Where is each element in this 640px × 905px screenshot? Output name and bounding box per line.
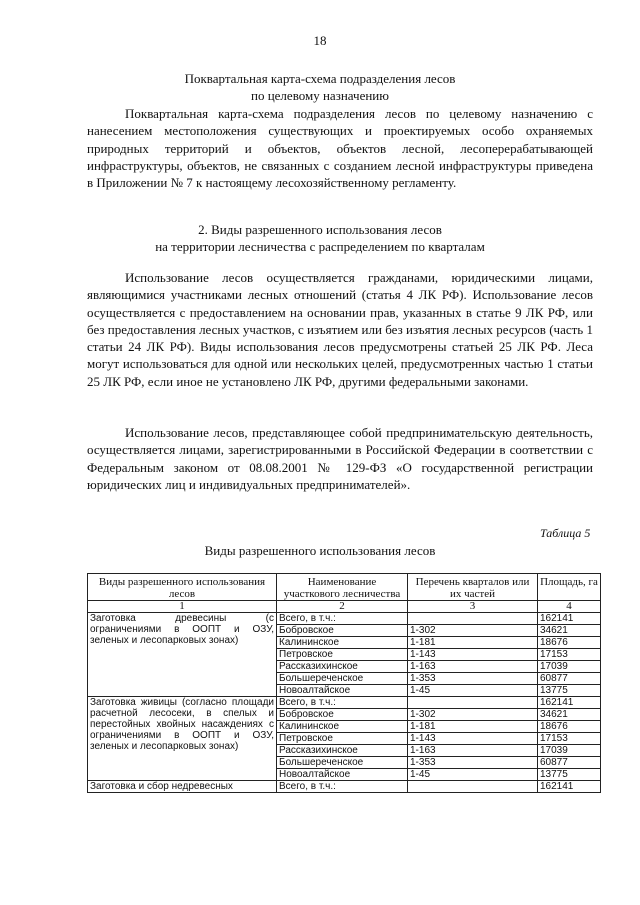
area-value: 162141: [538, 613, 600, 625]
forestry-name: Бобровское: [277, 625, 407, 637]
quarters-range: 1-181: [408, 721, 537, 733]
area-value: 34621: [538, 625, 600, 637]
area-cell: [538, 781, 601, 793]
quarters-range: 1-302: [408, 625, 537, 637]
quarters-range: 1-353: [408, 673, 537, 685]
quarters-range: 1-302: [408, 709, 537, 721]
usage-type-cell: Заготовка древесины (с ограничениями в ООПТ и ОЗУ, зеленых и лесопарковых зонах): [88, 613, 277, 697]
area-value: 17039: [538, 661, 600, 673]
forestry-name: Рассказихинское: [277, 745, 407, 757]
column-number: 2: [277, 601, 408, 613]
forestry-name: Калининское: [277, 637, 407, 649]
section1-title: [60, 70, 580, 104]
forestry-name-cell: [277, 781, 408, 793]
area-value: 34621: [538, 709, 600, 721]
table-row: [88, 613, 601, 697]
section1-paragraph-text: Поквартальная карта-схема подразделения лесов по целевому назначению с нанесением местоположения существующих и проектируемых особо охраняемых природных территорий и объектов, объектов лесной, лесоперерабатывающей инфраструктуры, объектов, не связанных с созданием лесной инфраструктуры приведена в Приложении № 7 к настоящему лесохозяйственному регламенту.: [87, 106, 593, 191]
area-value: 18676: [538, 721, 600, 733]
forestry-name: Большереченское: [277, 757, 407, 769]
section2-title-line2: на территории лесничества с распределением по кварталам: [155, 239, 485, 254]
section2-paragraph2: [87, 424, 593, 493]
quarters-range: 1-163: [408, 745, 537, 757]
quarters-cell: [408, 613, 538, 697]
forestry-name: Рассказихинское: [277, 661, 407, 673]
area-value: 17153: [538, 649, 600, 661]
table-row: [88, 697, 601, 781]
usage-table: [87, 573, 601, 793]
quarters-range: 1-181: [408, 637, 537, 649]
forestry-name: Всего, в т.ч.:: [279, 781, 336, 792]
area-value: 162141: [540, 781, 574, 792]
forestry-name: Бобровское: [277, 709, 407, 721]
header-quarters: Перечень кварталов или их частей: [408, 574, 538, 601]
table-body: [88, 613, 601, 793]
area-cell: [538, 697, 601, 781]
section2-paragraph2-text: Использование лесов, представляющее собой предпринимательскую деятельность, осуществляется лицами, зарегистрированными в Российской Федерации в соответствии с Федеральным законом от 08.08.2001 № 129-ФЗ «О государственной регистрации юридических лиц и индивидуальных предпринимателей».: [87, 425, 593, 492]
header-area: Площадь, га: [538, 574, 601, 601]
section2-paragraph1: [87, 269, 593, 390]
forestry-name: Всего, в т.ч.:: [277, 613, 407, 625]
table-header-row: [88, 574, 601, 601]
quarters-range: 1-143: [408, 649, 537, 661]
forestry-name: Петровское: [277, 649, 407, 661]
section1-paragraph: [87, 105, 593, 191]
section1-title-line1: Поквартальная карта-схема подразделения лесов: [184, 71, 456, 86]
area-value: 13775: [540, 685, 568, 696]
forestry-name: Большереченское: [277, 673, 407, 685]
page-number: 18: [313, 33, 327, 48]
area-value: 60877: [538, 673, 600, 685]
area-cell: [538, 613, 601, 697]
quarters-range: 1-353: [408, 757, 537, 769]
section2-paragraph1-text: Использование лесов осуществляется гражданами, юридическими лицами, являющимися участниками лесных отношений (статья 4 ЛК РФ). Использование лесов осуществляется с предоставлением на основании прав, указанных в статье 9 ЛК РФ, или без предоставления лесных участков, с изъятием или без изъятия лесных ресурсов (часть 1 статьи 24 ЛК РФ). Виды использования лесов предусмотрены статьей 25 ЛК РФ. Леса могут использоваться для одной или нескольких целей, предусмотренных частью 1 статьи 25 ЛК РФ, если иное не установлено ЛК РФ, другими федеральными законами.: [87, 270, 593, 389]
quarters-range: 1-143: [408, 733, 537, 745]
forestry-name: Новоалтайское: [279, 685, 351, 696]
quarters-range: [408, 697, 537, 709]
section2-title: [60, 221, 580, 255]
forestry-name: Калининское: [277, 721, 407, 733]
quarters-range: 1-45: [410, 685, 431, 696]
header-usage-type: Виды разрешенного использования лесов: [88, 574, 277, 601]
usage-type-cell: Заготовка живицы (согласно площади расчетной лесосеки, в спелых и перестойных хвойных насаждениях с ограничениями в ООПТ и ОЗУ, зеленых и лесопарковых зонах): [88, 697, 277, 781]
table-row: [88, 781, 601, 793]
quarters-cell: [408, 781, 538, 793]
quarters-range: 1-163: [408, 661, 537, 673]
section1-title-line2: по целевому назначению: [251, 88, 389, 103]
usage-type-cell: Заготовка и сбор недревесных: [88, 781, 277, 793]
forestry-name: Петровское: [277, 733, 407, 745]
area-value: 17039: [538, 745, 600, 757]
column-number: 3: [408, 601, 538, 613]
forestry-name-cell: [277, 613, 408, 697]
area-value: 13775: [540, 769, 568, 780]
forestry-name-cell: [277, 697, 408, 781]
quarters-cell: [408, 697, 538, 781]
column-number: 1: [88, 601, 277, 613]
column-number: 4: [538, 601, 601, 613]
quarters-range: 1-45: [410, 769, 431, 780]
area-value: 162141: [538, 697, 600, 709]
table-column-numbers: [88, 601, 601, 613]
header-forestry-name: Наименование участкового лесничества: [277, 574, 408, 601]
table-caption: Таблица 5: [540, 526, 591, 540]
section2-title-line1: 2. Виды разрешенного использования лесов: [198, 222, 442, 237]
area-value: 17153: [538, 733, 600, 745]
table-title: Виды разрешенного использования лесов: [204, 543, 436, 558]
forestry-name: Новоалтайское: [279, 769, 351, 780]
quarters-range: [408, 781, 537, 792]
area-value: 18676: [538, 637, 600, 649]
forestry-name: Всего, в т.ч.:: [277, 697, 407, 709]
quarters-range: [408, 613, 537, 625]
area-value: 60877: [538, 757, 600, 769]
